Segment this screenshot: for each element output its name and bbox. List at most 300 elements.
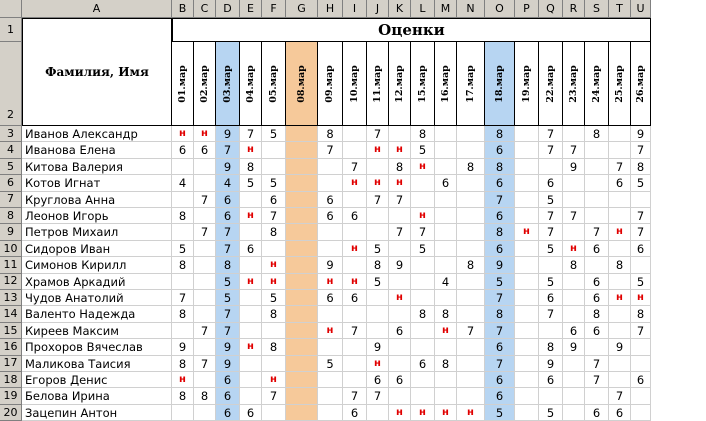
student-name-cell[interactable]: Круглова Анна [22,192,172,208]
grade-cell[interactable] [457,192,485,208]
grade-cell[interactable] [286,208,318,224]
grade-cell[interactable] [457,274,485,290]
grade-cell[interactable]: 8 [389,159,411,175]
grade-cell[interactable]: 6 [539,372,563,388]
grade-cell[interactable]: н [262,274,286,290]
grade-cell[interactable]: 8 [609,257,631,273]
grade-cell[interactable] [262,323,286,339]
student-name-cell[interactable]: Зацепин Антон [22,405,172,421]
grade-cell[interactable] [411,323,435,339]
grade-cell[interactable] [262,159,286,175]
grade-cell[interactable]: 8 [631,159,651,175]
grade-cell[interactable] [435,257,457,273]
grade-cell[interactable] [563,372,585,388]
grade-cell[interactable]: 7 [318,142,343,158]
grade-cell[interactable]: 7 [262,388,286,404]
column-header-j[interactable]: J [367,0,389,18]
grade-cell[interactable]: 7 [485,290,515,306]
grade-cell[interactable]: 7 [367,388,389,404]
grade-cell[interactable]: н [262,257,286,273]
student-name-cell[interactable]: Киреев Максим [22,323,172,339]
grade-cell[interactable]: н [435,405,457,421]
grade-cell[interactable]: 8 [485,306,515,322]
grade-cell[interactable] [240,323,262,339]
grade-cell[interactable]: 4 [216,175,240,191]
grade-cell[interactable]: 6 [485,175,515,191]
grade-cell[interactable] [389,356,411,372]
grade-cell[interactable]: 9 [216,356,240,372]
grade-cell[interactable] [539,257,563,273]
grade-cell[interactable] [286,142,318,158]
grade-cell[interactable] [286,323,318,339]
grade-cell[interactable]: 7 [631,224,651,240]
grade-cell[interactable] [515,257,539,273]
grade-cell[interactable] [367,306,389,322]
grade-cell[interactable] [515,274,539,290]
grade-cell[interactable] [286,257,318,273]
grade-cell[interactable]: 8 [172,306,194,322]
grade-cell[interactable]: 9 [216,159,240,175]
grade-cell[interactable]: 6 [216,388,240,404]
column-header-l[interactable]: L [411,0,435,18]
grade-cell[interactable]: 7 [457,323,485,339]
grade-cell[interactable] [318,224,343,240]
grade-cell[interactable]: 7 [585,224,609,240]
grade-cell[interactable] [457,388,485,404]
grade-cell[interactable]: н [389,142,411,158]
grade-cell[interactable]: 9 [367,339,389,355]
grade-cell[interactable]: 5 [172,241,194,257]
grade-cell[interactable]: н [367,356,389,372]
grade-cell[interactable] [457,142,485,158]
grade-cell[interactable] [194,339,216,355]
grade-cell[interactable] [318,159,343,175]
grade-cell[interactable]: 7 [539,142,563,158]
grade-cell[interactable]: 7 [389,224,411,240]
grade-cell[interactable]: 6 [216,405,240,421]
grade-cell[interactable]: н [367,175,389,191]
grade-cell[interactable]: 6 [485,142,515,158]
student-name-cell[interactable]: Китова Валерия [22,159,172,175]
student-name-cell[interactable]: Прохоров Вячеслав [22,339,172,355]
student-name-cell[interactable]: Храмов Аркадий [22,274,172,290]
student-name-cell[interactable]: Чудов Анатолий [22,290,172,306]
grade-cell[interactable] [343,126,367,142]
grade-cell[interactable]: 7 [343,388,367,404]
row-header-11[interactable]: 11 [0,257,22,273]
grade-cell[interactable]: н [609,290,631,306]
grade-cell[interactable]: н [411,159,435,175]
grade-cell[interactable]: 7 [367,126,389,142]
grade-cell[interactable]: н [343,274,367,290]
grade-cell[interactable]: 9 [216,126,240,142]
grade-cell[interactable] [609,192,631,208]
grade-cell[interactable]: 7 [367,192,389,208]
grade-cell[interactable]: 7 [485,356,515,372]
grade-cell[interactable]: н [262,372,286,388]
grade-cell[interactable] [343,339,367,355]
student-name-cell[interactable]: Сидоров Иван [22,241,172,257]
grade-cell[interactable] [563,290,585,306]
grade-cell[interactable]: 6 [262,192,286,208]
grade-cell[interactable] [609,323,631,339]
grade-cell[interactable] [389,241,411,257]
grade-cell[interactable]: 6 [539,175,563,191]
column-header-b[interactable]: B [172,0,194,18]
grade-cell[interactable] [563,175,585,191]
grade-cell[interactable]: н [389,290,411,306]
select-all-corner[interactable] [0,0,22,18]
row-header-12[interactable]: 12 [0,274,22,290]
date-header-p[interactable] [515,42,539,126]
grade-cell[interactable]: н [631,290,651,306]
grade-cell[interactable] [563,224,585,240]
grade-cell[interactable]: 8 [172,208,194,224]
grade-cell[interactable] [515,208,539,224]
grade-cell[interactable] [286,405,318,421]
grade-cell[interactable] [194,405,216,421]
grade-cell[interactable] [609,306,631,322]
student-name-cell[interactable]: Петров Михаил [22,224,172,240]
grade-cell[interactable]: 5 [262,290,286,306]
grade-cell[interactable] [435,372,457,388]
grade-cell[interactable] [286,290,318,306]
grade-cell[interactable]: 7 [240,126,262,142]
row-header-1[interactable]: 1 [0,18,22,42]
date-header-m[interactable] [435,42,457,126]
grade-cell[interactable]: 8 [172,356,194,372]
date-header-h[interactable] [318,42,343,126]
grade-cell[interactable] [343,257,367,273]
grade-cell[interactable] [411,192,435,208]
grade-cell[interactable] [609,208,631,224]
grade-cell[interactable] [389,274,411,290]
row-header-9[interactable]: 9 [0,224,22,240]
grade-cell[interactable]: 6 [631,241,651,257]
date-header-i[interactable] [343,42,367,126]
grade-cell[interactable] [367,208,389,224]
column-header-q[interactable]: Q [539,0,563,18]
grade-cell[interactable]: 5 [240,175,262,191]
grade-cell[interactable] [563,405,585,421]
grade-cell[interactable]: 8 [457,159,485,175]
grade-cell[interactable]: н [563,241,585,257]
grade-cell[interactable]: 6 [216,208,240,224]
grade-cell[interactable]: 7 [585,372,609,388]
grade-cell[interactable] [515,388,539,404]
grade-cell[interactable]: н [343,175,367,191]
student-name-cell[interactable]: Белова Ирина [22,388,172,404]
grade-cell[interactable] [457,175,485,191]
row-header-10[interactable]: 10 [0,241,22,257]
grade-cell[interactable] [563,388,585,404]
grade-cell[interactable]: 9 [318,257,343,273]
grade-cell[interactable]: 5 [631,274,651,290]
grade-cell[interactable]: 6 [485,388,515,404]
grade-cell[interactable]: 6 [194,142,216,158]
grade-cell[interactable] [240,306,262,322]
grade-cell[interactable]: 8 [262,224,286,240]
grade-cell[interactable]: 7 [539,208,563,224]
row-header-19[interactable]: 19 [0,388,22,404]
grade-cell[interactable] [563,274,585,290]
grade-cell[interactable] [367,224,389,240]
grade-cell[interactable]: 5 [539,241,563,257]
grade-cell[interactable] [194,241,216,257]
grade-cell[interactable]: 6 [318,290,343,306]
grade-cell[interactable]: 7 [609,159,631,175]
grade-cell[interactable]: 7 [216,323,240,339]
grade-cell[interactable]: н [389,175,411,191]
grade-cell[interactable] [539,388,563,404]
grade-cell[interactable]: 7 [194,192,216,208]
grade-cell[interactable]: 8 [435,306,457,322]
grade-cell[interactable] [343,356,367,372]
grade-cell[interactable] [343,192,367,208]
grade-cell[interactable]: 6 [318,208,343,224]
grade-cell[interactable]: 9 [631,126,651,142]
grade-cell[interactable]: 5 [485,405,515,421]
column-header-g[interactable]: G [286,0,318,18]
grade-cell[interactable]: 7 [343,159,367,175]
grade-cell[interactable]: 8 [367,257,389,273]
grade-cell[interactable]: 6 [485,241,515,257]
grade-cell[interactable] [515,175,539,191]
grade-cell[interactable] [515,356,539,372]
grade-cell[interactable]: 7 [631,208,651,224]
grade-cell[interactable] [318,241,343,257]
grade-cell[interactable]: 8 [262,339,286,355]
grade-cell[interactable]: 7 [343,323,367,339]
grade-cell[interactable]: 6 [585,274,609,290]
column-header-r[interactable]: R [563,0,585,18]
column-header-a[interactable]: A [22,0,172,18]
row-header-3[interactable]: 3 [0,126,22,142]
grade-cell[interactable]: 6 [485,372,515,388]
grade-cell[interactable] [515,405,539,421]
grade-cell[interactable] [435,159,457,175]
grade-cell[interactable] [318,388,343,404]
grade-cell[interactable] [411,274,435,290]
grade-cell[interactable]: 9 [609,339,631,355]
grades-title[interactable]: Оценки [172,18,651,42]
grade-cell[interactable]: 7 [262,208,286,224]
grade-cell[interactable]: 7 [216,224,240,240]
grade-cell[interactable] [318,339,343,355]
grade-cell[interactable] [367,290,389,306]
date-header-f[interactable] [262,42,286,126]
grade-cell[interactable] [457,290,485,306]
grade-cell[interactable]: 5 [216,290,240,306]
grade-cell[interactable] [240,257,262,273]
grade-cell[interactable] [286,224,318,240]
grade-cell[interactable] [585,339,609,355]
grade-cell[interactable]: 7 [194,356,216,372]
grade-cell[interactable]: 7 [485,323,515,339]
grade-cell[interactable] [172,159,194,175]
grade-cell[interactable] [435,339,457,355]
grade-cell[interactable]: 7 [216,241,240,257]
date-header-g[interactable] [286,42,318,126]
grade-cell[interactable] [286,241,318,257]
row-header-5[interactable]: 5 [0,159,22,175]
grade-cell[interactable] [318,405,343,421]
row-header-15[interactable]: 15 [0,323,22,339]
grade-cell[interactable] [631,388,651,404]
grade-cell[interactable]: 7 [389,192,411,208]
row-header-14[interactable]: 14 [0,306,22,322]
date-header-c[interactable] [194,42,216,126]
grade-cell[interactable] [286,175,318,191]
grade-cell[interactable]: н [194,126,216,142]
grade-cell[interactable]: 5 [262,126,286,142]
grade-cell[interactable] [389,388,411,404]
column-header-h[interactable]: H [318,0,343,18]
grade-cell[interactable] [343,224,367,240]
grade-cell[interactable] [515,372,539,388]
grade-cell[interactable] [367,405,389,421]
grade-cell[interactable] [435,142,457,158]
column-header-k[interactable]: K [389,0,411,18]
grade-cell[interactable] [585,175,609,191]
grade-cell[interactable]: н [172,126,194,142]
grade-cell[interactable] [367,159,389,175]
grade-cell[interactable] [318,175,343,191]
grade-cell[interactable] [172,405,194,421]
grade-cell[interactable] [411,388,435,404]
grade-cell[interactable] [457,126,485,142]
grade-cell[interactable]: 6 [389,323,411,339]
grade-cell[interactable]: н [435,323,457,339]
grade-cell[interactable]: 8 [631,306,651,322]
grade-cell[interactable]: н [318,323,343,339]
grade-cell[interactable] [262,405,286,421]
grade-cell[interactable]: 5 [539,405,563,421]
grade-cell[interactable]: 6 [389,372,411,388]
grade-cell[interactable] [563,356,585,372]
grade-cell[interactable]: 8 [457,257,485,273]
grade-cell[interactable] [435,241,457,257]
date-header-d[interactable] [216,42,240,126]
date-header-l[interactable] [411,42,435,126]
grade-cell[interactable]: 6 [216,192,240,208]
grade-cell[interactable]: н [515,224,539,240]
date-header-o[interactable] [485,42,515,126]
grade-cell[interactable] [515,306,539,322]
grade-cell[interactable] [585,257,609,273]
grade-cell[interactable]: 6 [318,192,343,208]
grade-cell[interactable] [240,224,262,240]
grade-cell[interactable]: 7 [539,224,563,240]
column-header-u[interactable]: U [631,0,651,18]
grade-cell[interactable]: 9 [389,257,411,273]
grade-cell[interactable]: 7 [631,142,651,158]
grade-cell[interactable] [411,372,435,388]
grade-cell[interactable]: 5 [216,274,240,290]
grade-cell[interactable] [194,290,216,306]
grade-cell[interactable]: 6 [343,290,367,306]
grade-cell[interactable]: 6 [631,372,651,388]
column-header-t[interactable]: T [609,0,631,18]
date-header-j[interactable] [367,42,389,126]
grade-cell[interactable] [286,192,318,208]
grade-cell[interactable]: 8 [435,356,457,372]
grade-cell[interactable]: 7 [631,323,651,339]
grade-cell[interactable]: 6 [539,290,563,306]
grade-cell[interactable] [389,208,411,224]
grade-cell[interactable] [631,192,651,208]
grade-cell[interactable]: 6 [609,405,631,421]
date-header-t[interactable] [609,42,631,126]
row-header-20[interactable]: 20 [0,405,22,421]
student-name-cell[interactable]: Валенто Надежда [22,306,172,322]
grade-cell[interactable] [411,290,435,306]
grade-cell[interactable]: 5 [539,192,563,208]
grade-cell[interactable] [194,306,216,322]
grade-cell[interactable] [435,224,457,240]
grade-cell[interactable]: 8 [585,126,609,142]
grade-cell[interactable] [240,372,262,388]
grade-cell[interactable]: 8 [411,126,435,142]
grade-cell[interactable]: 6 [585,405,609,421]
grade-cell[interactable] [435,126,457,142]
grade-cell[interactable] [411,175,435,191]
grade-cell[interactable]: 7 [485,192,515,208]
grade-cell[interactable]: 7 [585,356,609,372]
grade-cell[interactable] [286,159,318,175]
date-header-u[interactable] [631,42,651,126]
grade-cell[interactable] [286,356,318,372]
row-header-6[interactable]: 6 [0,175,22,191]
grade-cell[interactable] [240,290,262,306]
row-header-8[interactable]: 8 [0,208,22,224]
grade-cell[interactable] [631,405,651,421]
grade-cell[interactable] [457,224,485,240]
grade-cell[interactable] [515,126,539,142]
grade-cell[interactable]: н [389,405,411,421]
grade-cell[interactable]: 7 [411,224,435,240]
grade-cell[interactable] [435,388,457,404]
grade-cell[interactable] [194,159,216,175]
column-header-o[interactable]: O [485,0,515,18]
grade-cell[interactable] [435,208,457,224]
column-header-i[interactable]: I [343,0,367,18]
date-header-r[interactable] [563,42,585,126]
grade-cell[interactable]: 6 [485,339,515,355]
grade-cell[interactable]: н [457,405,485,421]
grade-cell[interactable]: 6 [585,290,609,306]
row-header-18[interactable]: 18 [0,372,22,388]
row-header-2[interactable]: 2 [0,42,22,126]
grade-cell[interactable] [240,192,262,208]
grade-cell[interactable] [318,372,343,388]
grade-cell[interactable] [389,339,411,355]
grade-cell[interactable] [262,356,286,372]
grade-cell[interactable]: 8 [194,388,216,404]
grade-cell[interactable] [585,388,609,404]
grade-cell[interactable]: 5 [411,241,435,257]
grade-cell[interactable]: 8 [485,159,515,175]
grade-cell[interactable]: 4 [172,175,194,191]
name-column-header[interactable]: Фамилия, Имя [22,18,172,126]
grade-cell[interactable] [585,142,609,158]
grade-cell[interactable]: 6 [216,372,240,388]
grade-cell[interactable] [609,372,631,388]
row-header-7[interactable]: 7 [0,192,22,208]
grade-cell[interactable]: 8 [172,388,194,404]
grade-cell[interactable] [286,372,318,388]
grade-cell[interactable]: 8 [485,224,515,240]
